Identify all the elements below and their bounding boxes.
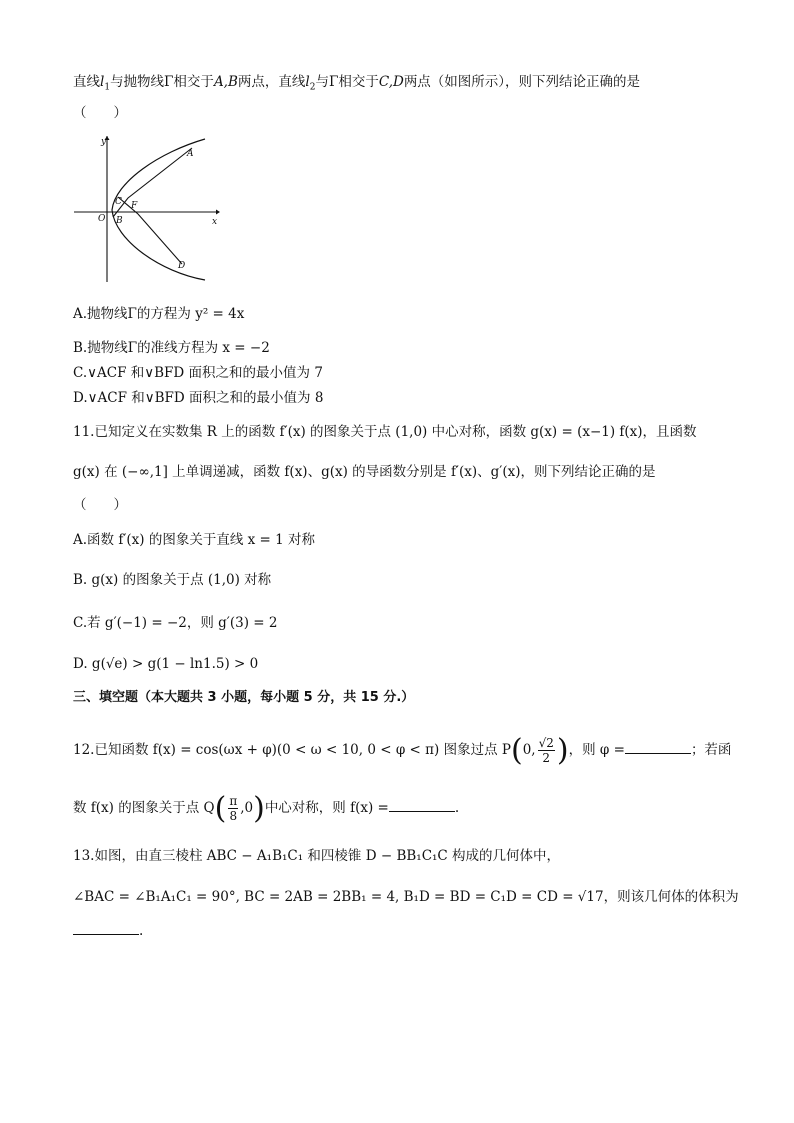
parabola-curve xyxy=(112,139,205,280)
q12-line2: 数 f(x) 的图象关于点 Q( $\frac{\pi}{8}$ ,0)中心对称，则 f(x) = . xyxy=(73,791,460,826)
line-l2 xyxy=(118,197,182,264)
section-heading: 三、填空题（本大题共 3 小题，每小题 5 分，共 15 分.） xyxy=(73,690,415,705)
q12-blank-fx[interactable] xyxy=(389,799,455,812)
fraction-sqrt2-over-2: $\frac{√2}{2}$ xyxy=(538,736,554,765)
q13-line1: 13.如图，由直三棱柱 ABC − A₁B₁C₁ 和四棱锥 D − BB₁C₁C 构成的几何体中， xyxy=(73,848,561,864)
q10-option-a: A.抛物线Γ的方程为 y² = 4x xyxy=(73,306,245,322)
q13-line2: ∠BAC = ∠B₁A₁C₁ = 90°, BC = 2AB = 2BB₁ = 4, B₁D = BD = C₁D = CD = √17，则该几何体的体积为 xyxy=(73,889,739,905)
q11-stem-line1: 11.已知定义在实数集 R 上的函数 f′(x) 的图象关于点 (1,0) 中心对称，函数 g(x) = (x−1) f(x)，且函数 xyxy=(73,424,697,440)
fraction-pi-over-8: $\frac{\pi}{8}$ xyxy=(229,794,238,823)
label-b: B xyxy=(116,216,123,226)
q12-line1: 12.已知函数 f(x) = cos(ωx + φ)(0 < ω < 10, 0 < φ < π) 图象过点 P(0, $\frac{√2}{2}$ )，则 φ = ；若函 xyxy=(73,733,732,768)
label-o: O xyxy=(98,214,106,224)
q10-answer-paren: （ ） xyxy=(73,105,127,121)
q10-option-c: C.∨ACF 和∨BFD 面积之和的最小值为 7 xyxy=(73,365,323,381)
q13-blank-volume[interactable] xyxy=(73,922,139,935)
q11-answer-paren: （ ） xyxy=(73,497,127,513)
q11-stem-line2: g(x) 在 (−∞,1] 上单调递减，函数 f(x)、g(x) 的导函数分别是 f′(x)、g′(x)，则下列结论正确的是 xyxy=(73,464,656,480)
q13-line3: . xyxy=(73,922,143,940)
q10-option-d: D.∨ACF 和∨BFD 面积之和的最小值为 8 xyxy=(73,390,324,406)
q11-option-d: D. g(√e) > g(1 − ln1.5) > 0 xyxy=(73,656,259,672)
q10-option-b: B.抛物线Γ的准线方程为 x = −2 xyxy=(73,340,270,356)
label-c: C xyxy=(115,197,122,207)
line-l1 xyxy=(113,148,192,217)
q10-stem: 直线$l_1$与抛物线Γ相交于A,B两点，直线$l_2$与Γ相交于C,D两点（如图所示），则下列结论正确的是 xyxy=(73,74,641,93)
label-y: y xyxy=(101,137,107,147)
q11-option-b: B. g(x) 的图象关于点 (1,0) 对称 xyxy=(73,572,272,588)
label-x: x xyxy=(212,217,218,227)
q11-option-a: A.函数 f′(x) 的图象关于直线 x = 1 对称 xyxy=(73,532,316,548)
q12-blank-phi[interactable] xyxy=(625,741,691,754)
parabola-figure xyxy=(70,132,220,284)
label-a: A xyxy=(187,149,194,159)
label-f: F xyxy=(131,201,138,211)
label-d: D xyxy=(178,261,186,271)
q11-option-c: C.若 g′(−1) = −2，则 g′(3) = 2 xyxy=(73,615,278,631)
